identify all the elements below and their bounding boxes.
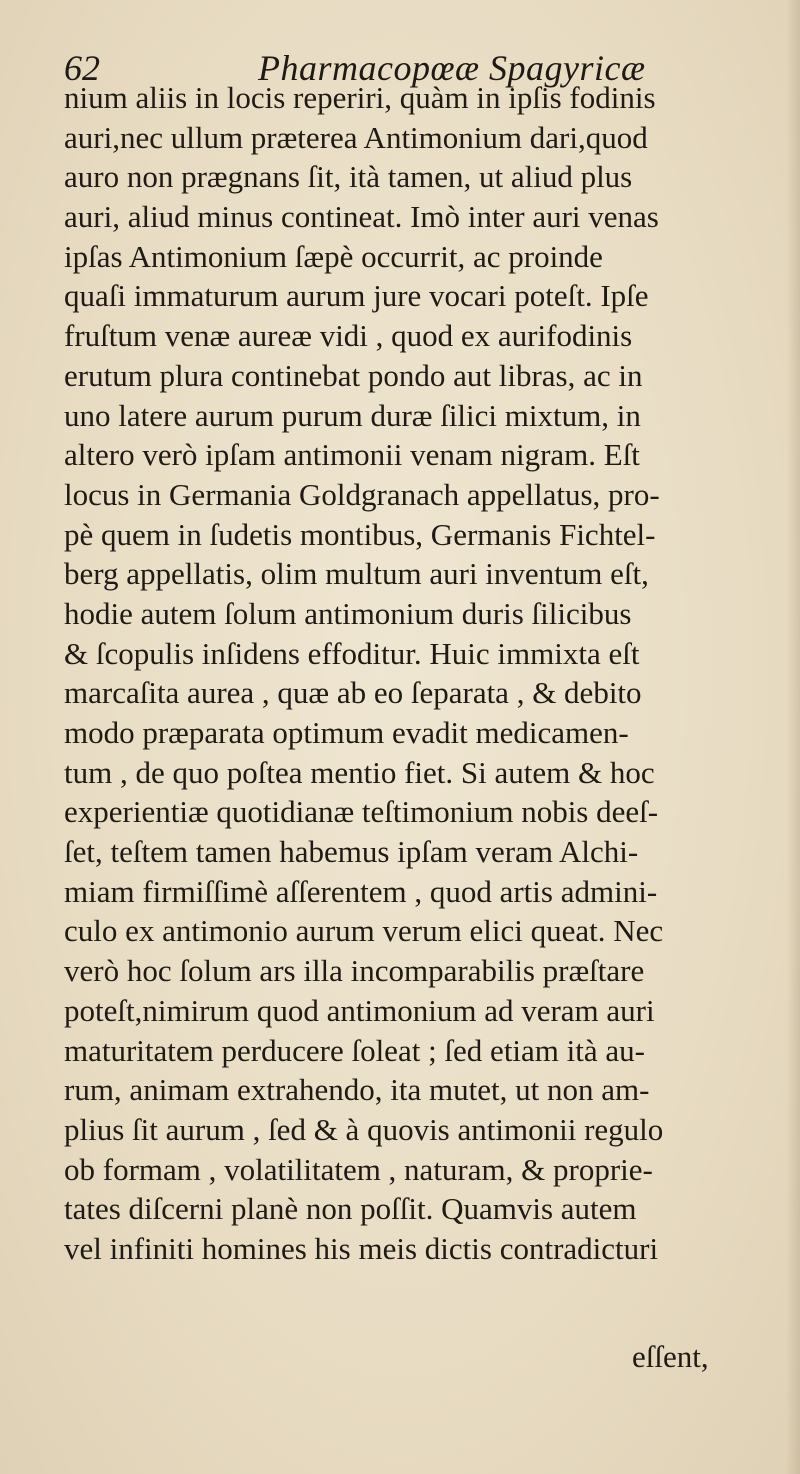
text-line: nium aliis in locis reperiri, quàm in ipſis fodinis: [64, 80, 656, 115]
text-line: marcaſita aurea , quæ ab eo ſeparata , & debito: [64, 675, 642, 711]
text-line: hodie autem ſolum antimonium duris ſilicibus: [64, 595, 632, 631]
catchword: eſſent,: [632, 1339, 709, 1374]
text-line: miam firmiſſimè aſſerentem , quod artis admini-: [64, 873, 658, 909]
text-line: ſet, teſtem tamen habemus ipſam veram Alchi-: [64, 834, 639, 870]
text-line: ipſas Antimonium ſæpè occurrit, ac proinde: [64, 238, 603, 274]
text-line: vel infiniti homines his meis dictis contradicturi: [64, 1230, 659, 1266]
body-text: [64, 78, 784, 1269]
text-line: culo ex antimonio aurum verum elici queat. Nec: [64, 913, 664, 949]
text-line: uno latere aurum purum duræ ſilici mixtum, in: [64, 397, 641, 433]
page-edge-shadow: [786, 0, 800, 1474]
text-line: auri, aliud minus contineat. Imò inter auri venas: [64, 199, 659, 235]
text-line: experientiæ quotidianæ teſtimonium nobis deeſ-: [64, 794, 659, 830]
text-line: locus in Germania Goldgranach appellatus, pro-: [64, 476, 660, 512]
text-line: fruſtum venæ aureæ vidi , quod ex aurifodinis: [64, 318, 633, 354]
text-line: poteſt,nimirum quod antimonium ad veram auri: [64, 992, 655, 1028]
text-line: erutum plura continebat pondo aut libras, ac in: [64, 357, 643, 393]
text-line: modo præparata optimum evadit medicamen-: [64, 715, 629, 750]
text-line: tum , de quo poſtea mentio fiet. Si autem & hoc: [64, 754, 655, 790]
text-line: verò hoc ſolum ars illa incomparabilis præſtare: [64, 953, 645, 989]
page-number: 62: [64, 48, 100, 88]
text-line: quaſi immaturum aurum jure vocari poteſt. Ipſe: [64, 278, 649, 314]
running-title: Pharmacopœæ Spagyricæ: [258, 48, 646, 88]
text-line: plius ſit aurum , ſed & à quovis antimonii regulo: [64, 1111, 664, 1147]
text-line: tates diſcerni planè non poſſit. Quamvis autem: [64, 1191, 637, 1227]
text-line: pè quem in ſudetis montibus, Germanis Fichtel-: [64, 516, 656, 552]
text-line: altero verò ipſam antimonii venam nigram. Eſt: [64, 437, 640, 473]
text-line: & ſcopulis inſidens effoditur. Huic immixta eſt: [64, 635, 640, 671]
text-line: auro non prægnans ſit, ità tamen, ut aliud plus: [64, 159, 633, 195]
text-line: berg appellatis, olim multum auri inventum eſt,: [64, 556, 649, 592]
text-line: rum, animam extrahendo, ita mutet, ut non am-: [64, 1072, 650, 1108]
text-line: auri,nec ullum præterea Antimonium dari,quod: [64, 119, 648, 155]
text-line: maturitatem perducere ſoleat ; ſed etiam ità au-: [64, 1032, 645, 1068]
text-line: ob formam , volatilitatem , naturam, & proprie-: [64, 1151, 653, 1187]
